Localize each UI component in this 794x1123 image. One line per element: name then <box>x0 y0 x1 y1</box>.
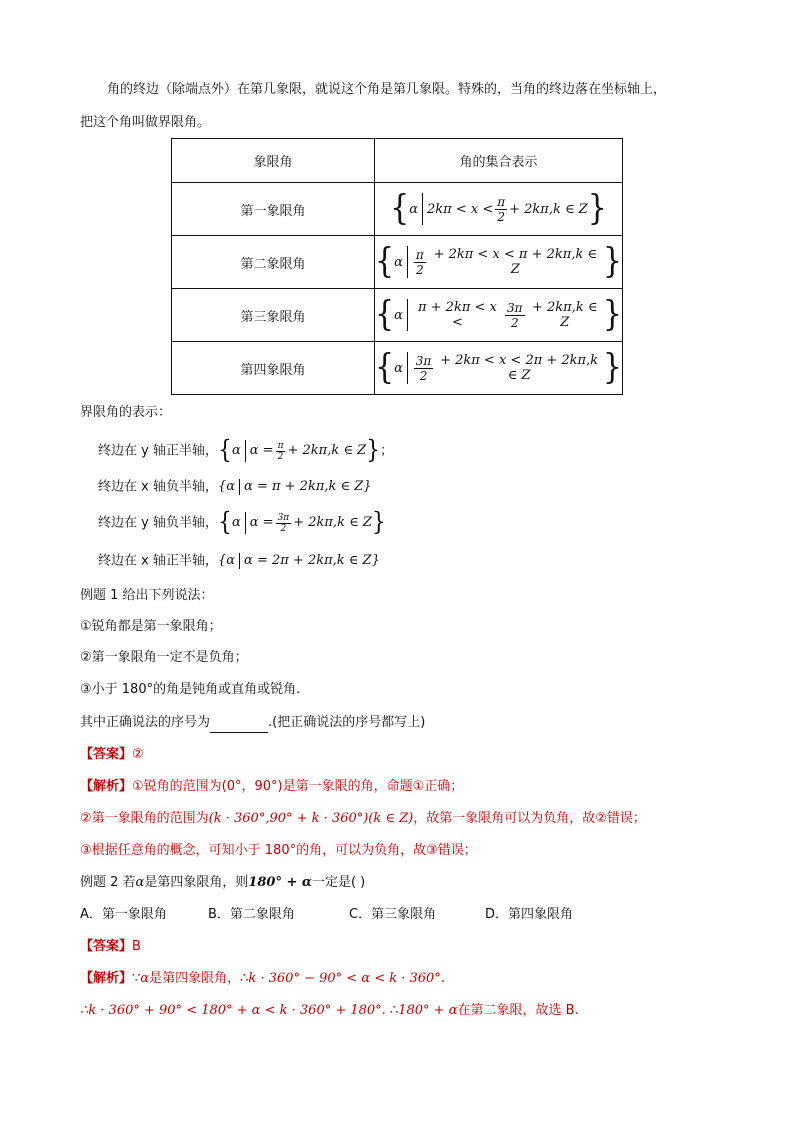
brace-open: { <box>217 436 232 465</box>
frac-num: 3π <box>507 300 523 315</box>
frac-den: 2 <box>415 262 424 277</box>
frac-num: π <box>415 247 424 262</box>
alpha-symbol: α <box>231 443 241 458</box>
boundary-item <box>98 508 386 537</box>
frac-den: 2 <box>277 451 284 462</box>
option-a: A．第一象限角 <box>80 907 167 922</box>
question-text: 是第四象限角，则 <box>144 875 249 890</box>
brace-close: } <box>371 508 386 537</box>
intro-line-2: 把这个角叫做界限角。 <box>80 115 211 130</box>
quadrant-set <box>375 342 623 395</box>
example1-analysis-3: ③根据任意角的概念，可知小于 180°的角，可以为负角，故③错误； <box>80 843 477 858</box>
fraction <box>414 354 434 383</box>
frac-den: 2 <box>497 209 505 224</box>
quadrant-name: 第一象限角 <box>172 183 375 236</box>
alpha-symbol: α <box>394 360 403 376</box>
set-pre: 2kπ < x < <box>427 201 494 217</box>
answer-label: 【答案】 <box>80 747 133 762</box>
quadrant-angle-table <box>171 138 623 395</box>
quadrant-set <box>375 236 623 289</box>
example1-statement-1: ①锐角都是第一象限角； <box>80 619 222 634</box>
analysis-label: 【解析】 <box>80 971 133 986</box>
example1-analysis-1 <box>80 777 463 797</box>
analysis-math: ∴k · 360° + 90° < 180° + α < k · 360° + 180°. <box>80 1003 386 1018</box>
boundary-pre: α = π + 2kπ,k ∈ Z <box>244 479 364 494</box>
boundary-pre: α = <box>249 515 274 530</box>
boundary-item <box>98 551 380 572</box>
table-header-row <box>172 139 623 183</box>
analysis-math: 180° + α <box>398 1003 458 1018</box>
boundary-label: 终边在 x 轴正半轴， <box>98 553 218 569</box>
brace-open: { <box>390 188 410 229</box>
answer-value: B <box>132 939 141 954</box>
alpha-symbol: α <box>135 875 145 890</box>
example1-analysis-2 <box>80 809 646 829</box>
brace-close: } <box>371 553 380 568</box>
table-row <box>172 342 623 395</box>
analysis-text: ①锐角的范围为(0°，90°)是第一象限的角，命题①正确； <box>132 779 464 794</box>
brace-close: } <box>602 241 622 282</box>
alpha-symbol: α <box>226 553 236 568</box>
example1-title: 例题 1 给出下列说法： <box>80 588 214 603</box>
brace-open: { <box>217 553 227 568</box>
boundary-pre: α = 2π + 2kπ,k ∈ Z <box>244 553 372 568</box>
boundary-title: 界限角的表示： <box>80 405 172 420</box>
quadrant-set <box>375 289 623 342</box>
analysis-label: 【解析】 <box>80 779 133 794</box>
example1-question <box>80 713 425 733</box>
question-text: 例题 2 若 <box>80 875 136 890</box>
boundary-post: + 2kπ,k ∈ Z <box>293 515 372 530</box>
set-post: + 2kπ,k ∈ Z <box>509 201 588 217</box>
frac-num: π <box>497 194 506 209</box>
quadrant-set <box>375 183 623 236</box>
frac-num: 3π <box>277 512 290 523</box>
analysis-text: ∵ <box>132 971 141 986</box>
set-post: + 2kπ < x < π + 2kπ,k ∈ Z <box>433 247 598 277</box>
analysis-text: ②第一象限角的范围为 <box>80 811 209 826</box>
alpha-symbol: α <box>231 515 241 530</box>
alpha-symbol: α <box>394 254 403 270</box>
analysis-text: ∴ <box>385 1003 399 1018</box>
boundary-pre: α = <box>249 443 274 458</box>
example2-analysis-1 <box>80 969 445 989</box>
brace-open: { <box>375 347 395 388</box>
boundary-label: 终边在 y 轴负半轴， <box>98 515 218 531</box>
fraction <box>505 301 525 330</box>
analysis-text: 是第四象限角，∴ <box>149 971 249 986</box>
example2-analysis-2 <box>80 1001 579 1021</box>
brace-open: { <box>217 479 227 494</box>
quadrant-name: 第三象限角 <box>172 289 375 342</box>
question-text: 一定是( ) <box>311 875 366 890</box>
frac-den: 2 <box>280 523 287 534</box>
brace-close: } <box>366 436 381 465</box>
boundary-label: 终边在 x 轴负半轴， <box>98 479 218 495</box>
alpha-symbol: α <box>226 479 236 494</box>
alpha-symbol: α <box>409 201 418 217</box>
fraction <box>414 248 426 277</box>
analysis-text: ，故第一象限角可以为负角，故②错误； <box>413 811 646 826</box>
brace-open: { <box>375 294 395 335</box>
boundary-tail: ； <box>380 443 394 459</box>
question-text: 其中正确说法的序号为 <box>80 715 211 730</box>
alpha-symbol: α <box>394 307 403 323</box>
boundary-post: + 2kπ,k ∈ Z <box>287 443 367 458</box>
table-row <box>172 183 623 236</box>
table-header-quadrant: 象限角 <box>172 139 375 183</box>
question-hint: .(把正确说法的序号都写上) <box>268 715 426 730</box>
answer-value: ② <box>132 747 144 762</box>
frac-num: 3π <box>415 353 432 368</box>
example1-answer <box>80 745 144 765</box>
alpha-symbol: α <box>140 971 150 986</box>
fraction <box>495 195 507 224</box>
brace-open: { <box>375 241 395 282</box>
brace-close: } <box>602 347 622 388</box>
answer-blank[interactable] <box>210 718 268 733</box>
option-d: D．第四象限角 <box>485 907 574 922</box>
table-header-set: 角的集合表示 <box>375 139 623 183</box>
example1-statement-2: ②第一象限角一定不是负角； <box>80 650 248 665</box>
frac-den: 2 <box>419 368 428 383</box>
brace-close: } <box>602 294 622 335</box>
set-post: + 2kπ < x < 2π + 2kπ,k ∈ Z <box>440 353 599 383</box>
boundary-label: 终边在 y 轴正半轴， <box>98 443 218 459</box>
answer-label: 【答案】 <box>80 939 133 954</box>
boundary-item <box>98 477 372 498</box>
frac-den: 2 <box>510 315 519 330</box>
analysis-math: k · 360° − 90° < α < k · 360°. <box>248 971 445 986</box>
example1-statement-3: ③小于 180°的角是钝角或直角或锐角. <box>80 682 301 697</box>
quadrant-name: 第四象限角 <box>172 342 375 395</box>
brace-open: { <box>217 508 232 537</box>
intro-line-1: 角的终边（除端点外）在第几象限，就说这个角是第几象限。特殊的，当角的终边落在坐标轴上， <box>107 82 667 97</box>
set-post: + 2kπ,k ∈ Z <box>531 300 598 330</box>
example2-answer <box>80 937 141 957</box>
frac-num: π <box>277 440 284 451</box>
option-b: B．第二象限角 <box>208 907 295 922</box>
quadrant-name: 第二象限角 <box>172 236 375 289</box>
table-row <box>172 289 623 342</box>
brace-close: } <box>363 479 372 494</box>
analysis-text: 在第二象限，故选 B. <box>457 1003 579 1018</box>
example2-title <box>80 873 365 893</box>
set-pre: π + 2kπ < x < <box>417 300 497 330</box>
fraction <box>276 441 286 462</box>
analysis-math: (k · 360°,90° + k · 360°)(k ∈ Z) <box>208 811 414 826</box>
brace-close: } <box>587 188 607 229</box>
fraction <box>276 513 292 534</box>
boundary-item <box>98 436 394 465</box>
question-math: 180° + α <box>248 875 312 890</box>
table-row <box>172 236 623 289</box>
option-c: C．第三象限角 <box>349 907 437 922</box>
